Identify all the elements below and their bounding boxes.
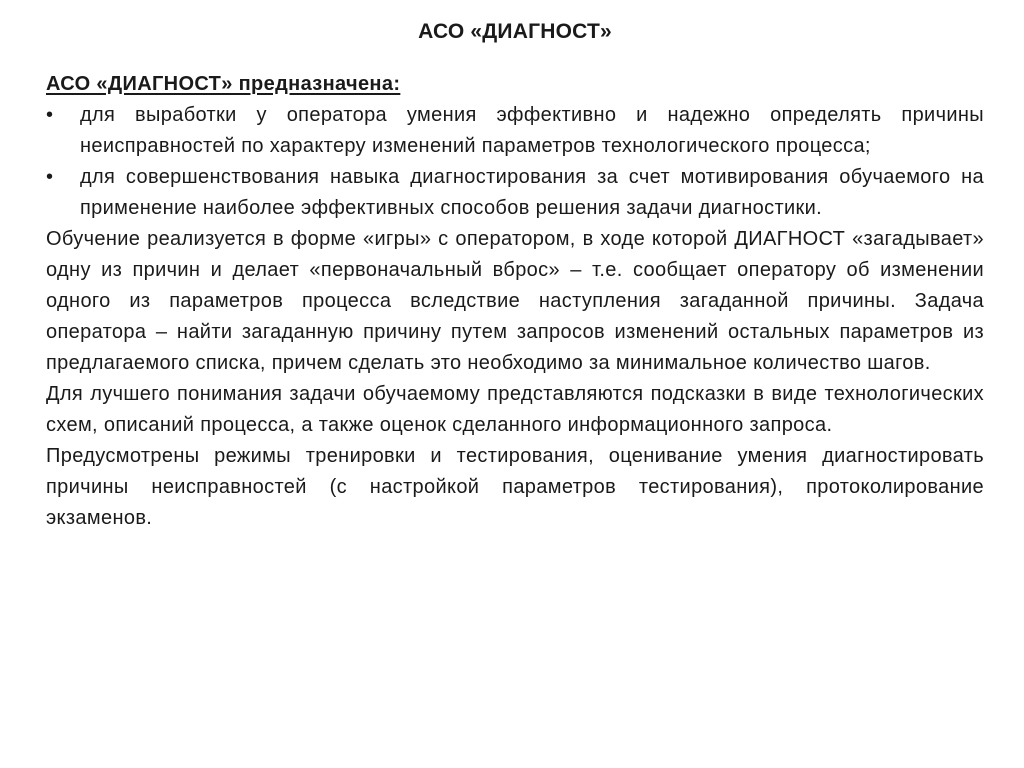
training-description-paragraph: Обучение реализуется в форме «игры» с оператором, в ходе которой ДИАГНОСТ «загадывает» одну из причин и делает «первоначальный вброс» – т.е. сообщает оператору об изменении одного из параметров процесса вследствие наступления загаданной причины. Задача оператора – найти загаданную причину путем запросов изменений остальных параметров из предлагаемого списка, причем сделать это необходимо за минимальное количество шагов. (46, 228, 984, 374)
list-item-text: для совершенствования навыка диагностирования за счет мотивирования обучаемого на применение наиболее эффективных способов решения задачи диагностики. (80, 166, 984, 219)
slide-content (46, 69, 984, 534)
bullet-icon: • (46, 166, 54, 188)
hints-paragraph: Для лучшего понимания задачи обучаемому представляются подсказки в виде технологических схем, описаний процесса, а также оценок сделанного информационного запроса. (46, 383, 984, 436)
list-item-text: для выработки у оператора умения эффективно и надежно определять причины неисправностей по характеру изменений параметров технологического процесса; (80, 104, 984, 157)
modes-paragraph: Предусмотрены режимы тренировки и тестирования, оценивание умения диагностировать причины неисправностей (с настройкой параметров тестирования), протоколирование экзаменов. (46, 445, 984, 529)
bullet-icon: • (46, 104, 54, 126)
list-item (46, 162, 984, 224)
purpose-heading: АСО «ДИАГНОСТ» предназначена: (46, 73, 401, 95)
purpose-list (46, 100, 984, 224)
list-item (46, 100, 984, 162)
slide-title: АСО «ДИАГНОСТ» (418, 20, 612, 43)
